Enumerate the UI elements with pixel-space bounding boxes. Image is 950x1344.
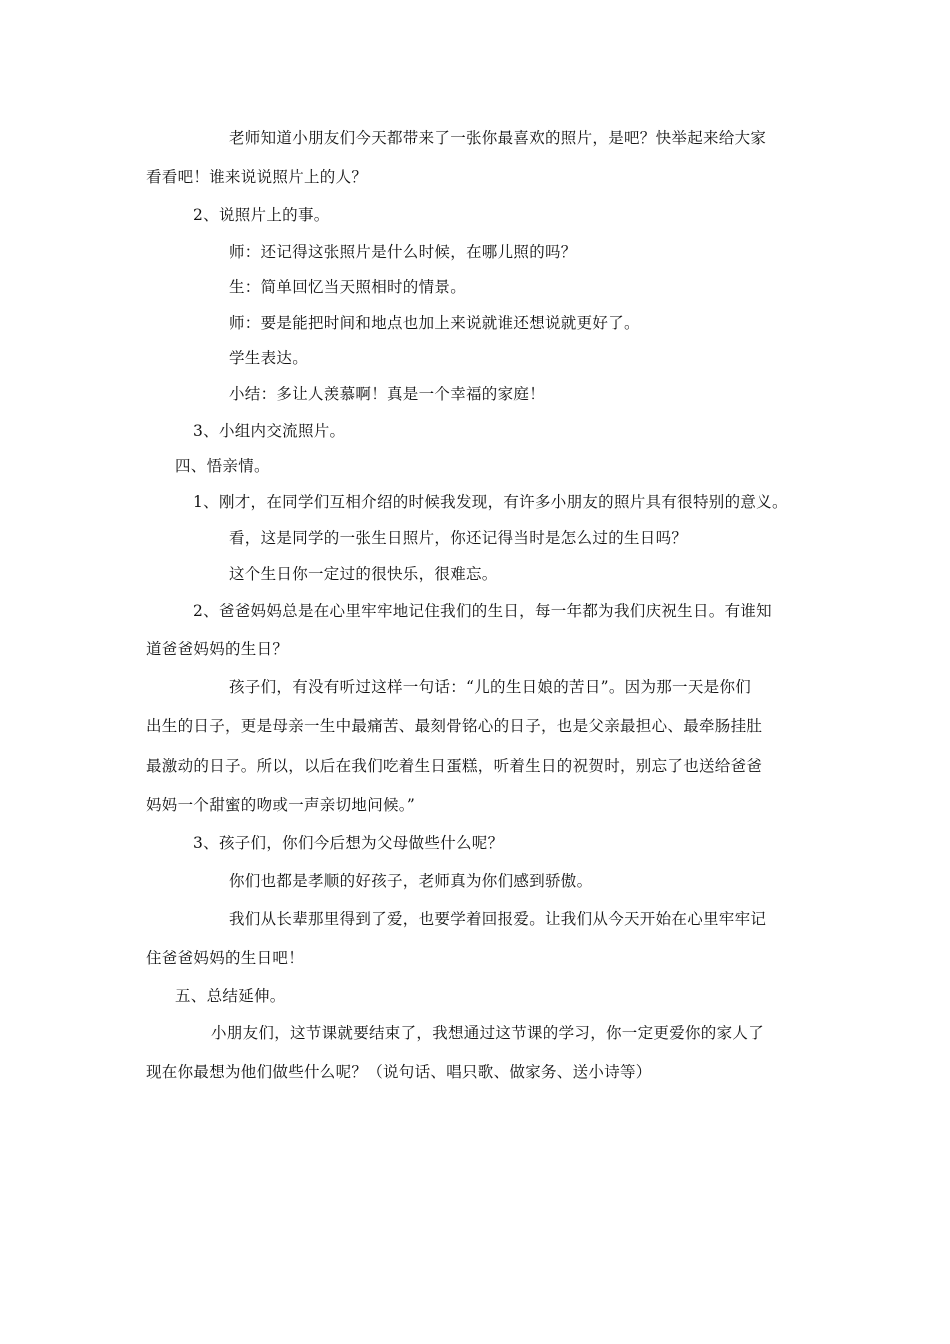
paragraph-line-lesson-ending: 小朋友们，这节课就要结束了，我想通过这节课的学习，你一定更爱你的家人了 — [211, 1024, 765, 1042]
section-item-4-3: 3、孩子们，你们今后想为父母做些什么呢？ — [193, 834, 504, 852]
paragraph-line-remember-birthdays: 住爸爸妈妈的生日吧！ — [146, 949, 305, 967]
section-item-4-1: 1、刚才，在同学们互相介绍的时候我发现，有许多小朋友的照片具有很特别的意义。 — [193, 493, 788, 511]
paragraph-line-birthday-memory: 这个生日你一定过的很快乐，很难忘。 — [229, 565, 498, 583]
paragraph-line-parents-birthday: 道爸爸妈妈的生日？ — [146, 640, 289, 658]
section-item-4-2: 2、爸爸妈妈总是在心里牢牢地记住我们的生日，每一年都为我们庆祝生日。有谁知 — [193, 602, 772, 620]
paragraph-line-1: 老师知道小朋友们今天都带来了一张你最喜欢的照片，是吧？快举起来给大家 — [229, 129, 767, 147]
paragraph-line-return-love: 我们从长辈那里得到了爱，也要学着回报爱。让我们从今天开始在心里牢牢记 — [229, 910, 767, 928]
section-heading-5: 五、总结延伸。 — [175, 987, 286, 1005]
paragraph-line-birthday-photo: 看，这是同学的一张生日照片，你还记得当时是怎么过的生日吗？ — [229, 529, 688, 547]
paragraph-line-saying: 孩子们，有没有听过这样一句话：“儿的生日娘的苦日”。因为那一天是你们 — [229, 678, 752, 696]
paragraph-line-birthday-cake: 最激动的日子。所以，以后在我们吃着生日蛋糕，听着生日的祝贺时，别忘了也送给爸爸 — [146, 757, 763, 775]
summary-line: 小结：多让人羡慕啊！真是一个幸福的家庭！ — [229, 385, 546, 403]
paragraph-line-kiss: 妈妈一个甜蜜的吻或一声亲切地问候。” — [146, 796, 416, 814]
dialogue-student-1: 生：简单回忆当天照相时的情景。 — [229, 278, 467, 296]
student-expression: 学生表达。 — [229, 349, 309, 367]
dialogue-teacher-2: 师：要是能把时间和地点也加上来说就谁还想说就更好了。 — [229, 314, 640, 332]
section-item-3: 3、小组内交流照片。 — [193, 422, 346, 440]
paragraph-line-birth-day: 出生的日子，更是母亲一生中最痛苦、最刻骨铭心的日子，也是父亲最担心、最牵肠挂肚 — [146, 717, 763, 735]
paragraph-line-final-question: 现在你最想为他们做些什么呢？（说句话、唱只歌、做家务、送小诗等） — [146, 1063, 652, 1081]
paragraph-line-filial-children: 你们也都是孝顺的好孩子，老师真为你们感到骄傲。 — [229, 872, 593, 890]
section-item-2: 2、说照片上的事。 — [193, 206, 330, 224]
dialogue-teacher-1: 师：还记得这张照片是什么时候，在哪儿照的吗？ — [229, 243, 577, 261]
paragraph-line-2: 看看吧！谁来说说照片上的人？ — [146, 168, 368, 186]
section-heading-4: 四、悟亲情。 — [175, 457, 270, 475]
